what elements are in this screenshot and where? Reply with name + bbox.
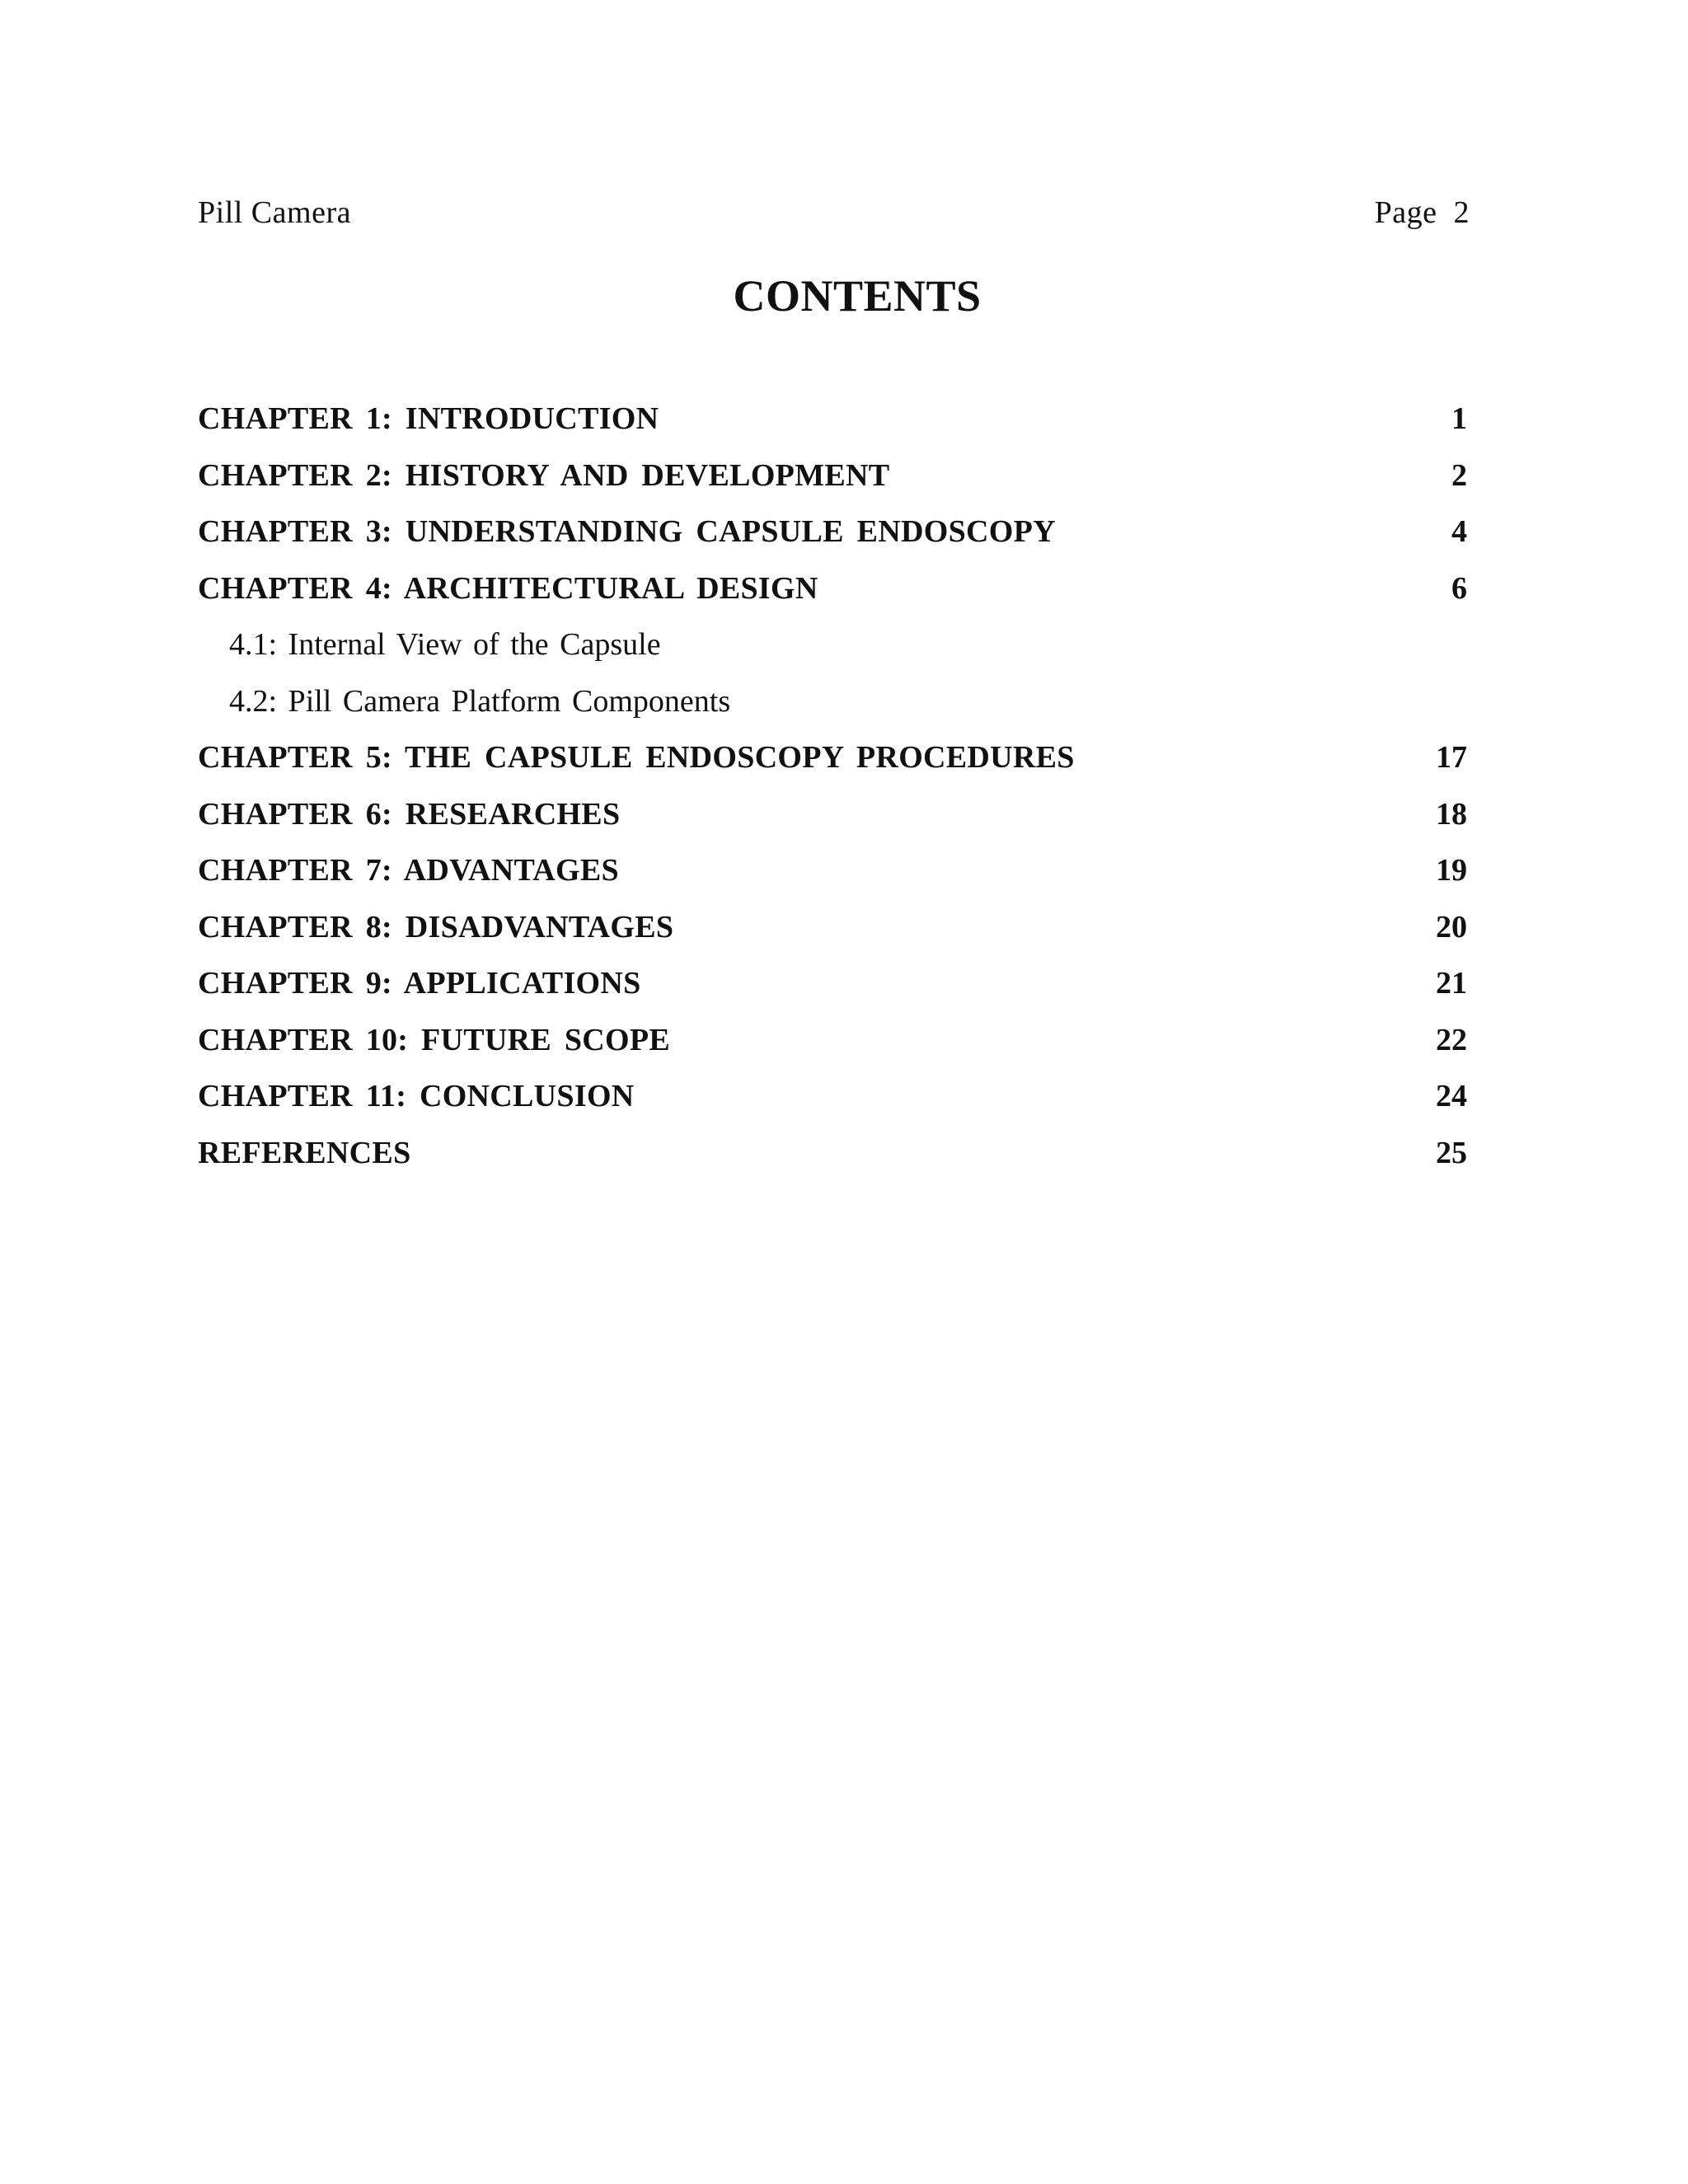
toc-entry-label: CHAPTER 10: FUTURE SCOPE <box>198 1022 671 1057</box>
toc-chapter-entry <box>198 729 1467 786</box>
toc-entry-label: CHAPTER 6: RESEARCHES <box>198 796 621 832</box>
toc-entry-label: CHAPTER 9: APPLICATIONS <box>198 966 641 1001</box>
toc-chapter-entry <box>198 560 1467 617</box>
toc-chapter-entry <box>198 899 1467 956</box>
toc-chapter-entry <box>198 1068 1467 1125</box>
toc-entry-label: CHAPTER 3: UNDERSTANDING CAPSULE ENDOSCOPY <box>198 514 1056 549</box>
toc-entry-page-number: 19 <box>1436 853 1467 888</box>
toc-entry-label: CHAPTER 4: ARCHITECTURAL DESIGN <box>198 570 818 606</box>
toc-entry-label: CHAPTER 1: INTRODUCTION <box>198 401 659 436</box>
toc-entry-page-number: 24 <box>1436 1079 1467 1113</box>
toc-section-entry <box>198 673 1467 730</box>
toc-entry-page-number: 21 <box>1436 966 1467 1001</box>
toc-chapter-entry <box>198 842 1467 899</box>
toc-chapter-entry <box>198 1012 1467 1069</box>
toc-entry-page-number: 2 <box>1451 457 1467 493</box>
toc-entry-label: 4.1: Internal View of the Capsule <box>229 627 661 662</box>
toc-entry-label: CHAPTER 2: HISTORY AND DEVELOPMENT <box>198 457 890 493</box>
toc-chapter-entry <box>198 391 1467 448</box>
toc-chapter-entry <box>198 1125 1467 1182</box>
toc-entry-label: CHAPTER 8: DISADVANTAGES <box>198 909 674 944</box>
toc-entry-label: CHAPTER 11: CONCLUSION <box>198 1079 635 1113</box>
toc-entry-label: CHAPTER 7: ADVANTAGES <box>198 853 619 888</box>
running-header-page-number: Page 2 <box>1374 195 1470 230</box>
toc-entry-label: REFERENCES <box>198 1135 411 1170</box>
toc-entry-page-number: 20 <box>1436 909 1467 944</box>
toc-chapter-entry <box>198 448 1467 504</box>
table-of-contents <box>198 391 1467 1181</box>
toc-entry-page-number: 6 <box>1451 570 1467 606</box>
toc-chapter-entry <box>198 786 1467 843</box>
toc-entry-page-number: 25 <box>1436 1135 1467 1170</box>
toc-entry-page-number: 18 <box>1436 796 1467 832</box>
toc-chapter-entry <box>198 504 1467 560</box>
toc-entry-page-number: 4 <box>1451 514 1467 549</box>
toc-section-entry <box>198 616 1467 673</box>
toc-entry-page-number: 1 <box>1451 401 1467 436</box>
toc-entry-page-number: 17 <box>1436 740 1467 775</box>
toc-entry-label: 4.2: Pill Camera Platform Components <box>229 683 731 719</box>
toc-entry-label: CHAPTER 5: THE CAPSULE ENDOSCOPY PROCEDURES <box>198 740 1075 775</box>
running-header-title: Pill Camera <box>198 195 351 230</box>
toc-entry-page-number: 22 <box>1436 1022 1467 1057</box>
contents-title: CONTENTS <box>733 271 982 321</box>
toc-chapter-entry <box>198 955 1467 1012</box>
